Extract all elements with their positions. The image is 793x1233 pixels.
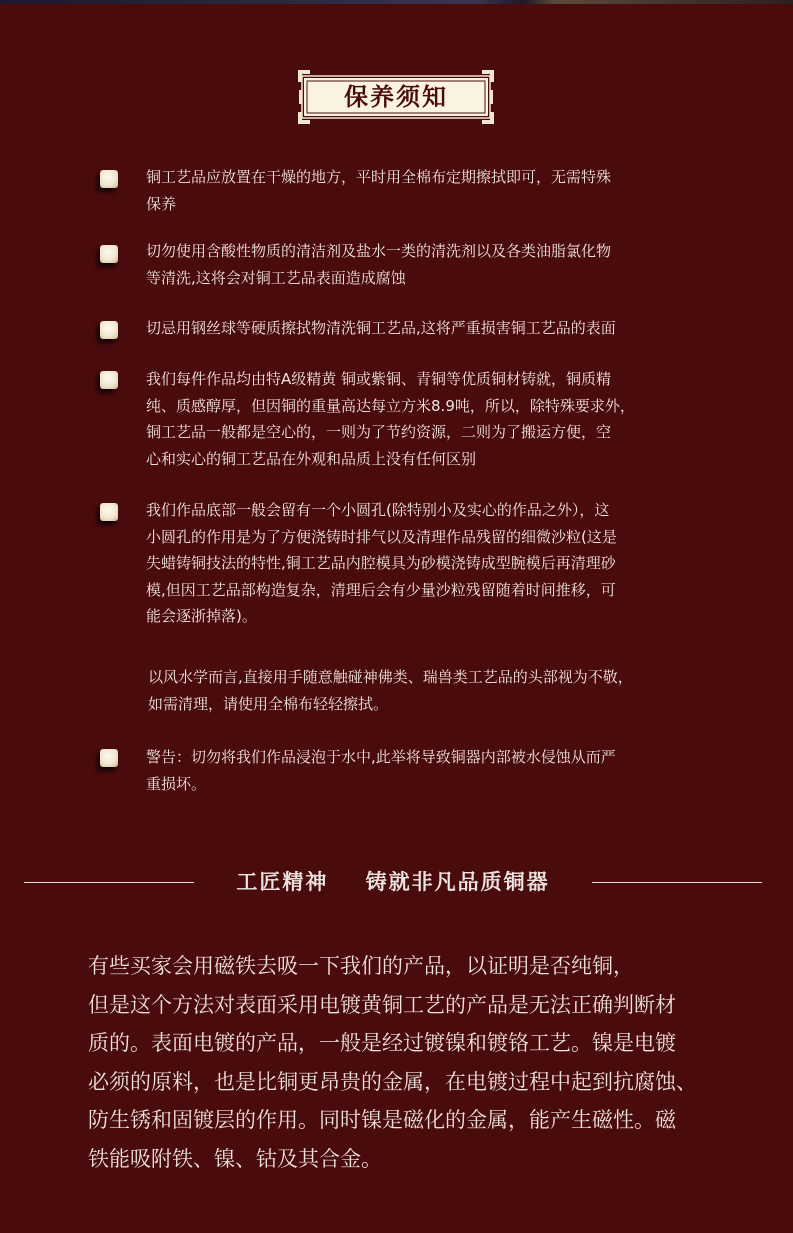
bullet-square-icon: [100, 245, 118, 263]
care-item-text: 切勿使用含酸性物质的清洁剂及盐水一类的清洗剂以及各类油脂氯化物 等清洗,这将会对铜工艺品表面造成腐蚀: [146, 242, 612, 287]
care-item: [100, 164, 690, 218]
care-item-note: [100, 664, 690, 718]
care-item-text: 铜工艺品应放置在干燥的地方，平时用全棉布定期擦拭即可，无需特殊 保养: [146, 168, 612, 213]
section-divider-right: [592, 882, 762, 883]
care-item: [100, 315, 690, 343]
body-paragraph: 有些买家会用磁铁去吸一下我们的产品，以证明是否纯铜， 但是这个方法对表面采用电镀黄铜工艺的产品是无法正确判断材 质的。表面电镀的产品，一般是经过镀镍和镀铬工艺。镍是电镀 必须的原料，也是比铜更昂贵的金属，在电镀过程中起到抗腐蚀、 防生锈和固镀层的作用。同时镍是磁化的金属，能产生磁性。磁 铁能吸附铁、镍、钴及其合金。: [88, 954, 697, 1171]
care-item-text: 我们每件作品均由特A级精黄 铜或紫铜、青铜等优质铜材铸就，铜质精 纯、质感醇厚，但因铜的重量高达每立方米8.9吨，所以，除特殊要求外， 铜工艺品一般都是空心的，一则为了节约资源，二则为了搬运方便，空 心和实心的铜工艺品在外观和品质上没有任何区别: [146, 370, 635, 468]
care-item-text: 以风水学而言,直接用手随意触碰神佛类、瑞兽类工艺品的头部视为不敬， 如需清理，请使用全棉布轻轻擦拭。: [148, 668, 633, 713]
care-title-badge: [298, 70, 494, 124]
page-title: 保养须知: [344, 83, 448, 111]
bullet-square-icon: [100, 321, 118, 339]
bullet-square-icon: [100, 749, 118, 767]
care-item: [100, 238, 690, 292]
section-divider-left: [24, 882, 194, 883]
care-item-text: 我们作品底部一般会留有一个小圆孔(除特别小及实心的作品之外），这 小圆孔的作用是为了方便浇铸时排气以及清理作品残留的细微沙粒(这是 失蜡铸铜技法的特性,铜工艺品内腔模具为砂模浇铸成型腕模后再清理砂 模,但因工艺品部构造复杂，清理后会有少量沙粒残留随着时间推移，可 能会逐浙掉落)。: [146, 501, 617, 625]
care-item: [100, 497, 690, 633]
care-item-text: 切忌用钢丝球等硬质擦拭物清洗铜工艺品,这将严重损害铜工艺品的表面: [146, 319, 616, 337]
care-item-text: 警告：切勿将我们作品浸泡于水中,此举将导致铜器内部被水侵蚀从而严 重损坏。: [146, 748, 616, 793]
top-image-strip: [0, 0, 793, 4]
bullet-square-icon: [100, 170, 118, 188]
section-title: 工匠精神 铸就非凡品质铜器: [236, 870, 550, 894]
bullet-square-icon: [100, 503, 118, 521]
care-item-warning: [100, 744, 690, 798]
care-item: [100, 366, 690, 474]
bullet-square-icon: [100, 371, 118, 389]
